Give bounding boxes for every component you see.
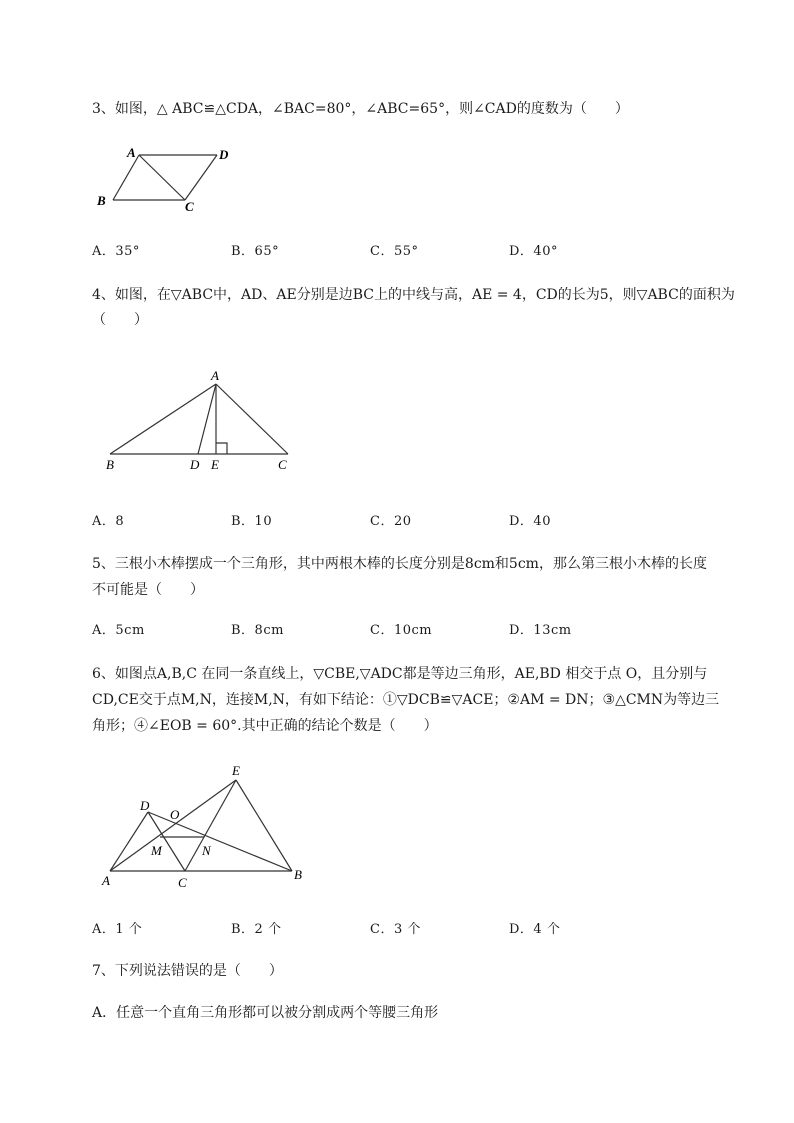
q6-option-a[interactable]: A．1 个	[92, 922, 143, 937]
q3-stem: 3、如图，△ ABC≌△CDA，∠BAC=80°，∠ABC=65°，则∠CAD的度数为（ ）	[92, 101, 629, 117]
q5-stem-line1: 5、三根小木棒摆成一个三角形，其中两根木棒的长度分别是8cm和5cm，那么第三根小木棒的长度	[92, 556, 707, 572]
q6-option-c[interactable]: C．3 个	[370, 922, 421, 937]
q3-label-c: C	[185, 199, 194, 214]
q6-stem-line3: 角形；④∠EOB = 60°.其中正确的结论个数是（ ）	[92, 718, 438, 734]
q4-option-d[interactable]: D．40	[509, 514, 551, 529]
q6-segment-eb	[236, 780, 292, 871]
q6-label-m: M	[151, 843, 162, 858]
q3-label-d: D	[219, 147, 229, 162]
q6-label-b: B	[294, 867, 302, 882]
q5-stem-line2: 不可能是（ ）	[92, 582, 204, 598]
q6-stem-line2: CD,CE交于点M,N，连接M,N，有如下结论：①▽DCB≌▽ACE；②AM = DN；③△CMN为等边三	[92, 692, 720, 708]
q4-stem-line2: （ ）	[92, 312, 148, 328]
q5-option-c[interactable]: C．10cm	[370, 623, 433, 638]
q3-segment-dc	[185, 155, 217, 200]
q6-segment-ae	[110, 780, 236, 871]
q3-segment-ac	[139, 155, 185, 200]
q6-stem-line1: 6、如图点A,B,C 在同一条直线上，▽CBE,▽ADC都是等边三角形，AE,BD 相交于点 O，且分别与	[92, 666, 708, 682]
q3-label-b: B	[97, 193, 106, 208]
q6-label-c: C	[178, 875, 187, 890]
q6-option-d[interactable]: D．4 个	[509, 922, 561, 937]
q5-option-d[interactable]: D．13cm	[509, 623, 572, 638]
q3-label-a: A	[127, 145, 136, 160]
q3-option-c[interactable]: C．55°	[370, 244, 419, 259]
q6-label-e: E	[232, 763, 240, 778]
q6-segment-ad	[110, 812, 148, 871]
q4-option-c[interactable]: C．20	[370, 514, 412, 529]
q3-option-d[interactable]: D．40°	[509, 244, 558, 259]
q4-label-c: C	[278, 457, 287, 472]
q4-label-e: E	[211, 457, 219, 472]
q4-label-a: A	[211, 368, 219, 383]
q5-option-b[interactable]: B．8cm	[231, 623, 284, 638]
q3-figure	[95, 143, 245, 213]
q6-figure	[100, 762, 320, 892]
q7-stem: 7、下列说法错误的是（ ）	[92, 963, 283, 979]
q4-figure	[100, 368, 300, 473]
q4-label-b: B	[106, 457, 114, 472]
q6-label-a: A	[102, 873, 110, 888]
q4-right-angle-mark	[216, 443, 227, 454]
q4-stem-line1: 4、如图，在▽ABC中，AD、AE分别是边BC上的中线与高，AE = 4，CD的长为5，则▽ABC的面积为	[92, 287, 735, 303]
q3-option-b[interactable]: B．65°	[231, 244, 280, 259]
q3-option-a[interactable]: A．35°	[92, 244, 140, 259]
q4-label-d: D	[190, 457, 200, 472]
q6-label-d: D	[140, 798, 150, 813]
q4-option-a[interactable]: A．8	[92, 514, 125, 529]
q6-label-o: O	[170, 807, 180, 822]
q5-option-a[interactable]: A．5cm	[92, 623, 145, 638]
q7-option-a[interactable]: A．任意一个直角三角形都可以被分割成两个等腰三角形	[92, 1005, 439, 1021]
q6-option-b[interactable]: B．2 个	[231, 922, 282, 937]
q3-segment-ab	[113, 155, 139, 200]
q6-label-n: N	[202, 843, 211, 858]
q4-option-b[interactable]: B．10	[231, 514, 273, 529]
